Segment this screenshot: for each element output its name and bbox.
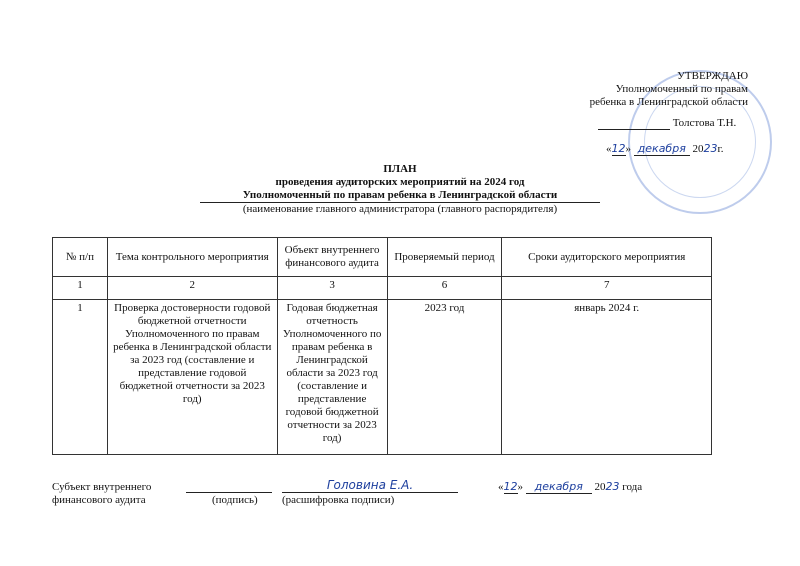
approval-signer: Толстова Т.Н.	[672, 117, 737, 129]
approval-date: «12» декабря 2023г.	[606, 142, 724, 155]
numbering-cell: 1	[53, 277, 108, 300]
footer-date-day: 12	[503, 480, 518, 493]
approval-date-day: 12	[611, 142, 626, 155]
row-num: 1	[53, 300, 108, 455]
footer-subject-line-2: финансового аудита	[52, 494, 146, 506]
approval-signature-line	[598, 116, 748, 130]
numbering-cell: 3	[277, 277, 387, 300]
footer-decode-caption: (расшифровка подписи)	[282, 494, 395, 506]
row-term: январь 2024 г.	[502, 300, 712, 455]
table-row	[53, 300, 712, 455]
approval-date-year-prefix: 20	[692, 143, 704, 155]
header-object: Объект внутреннего финансового аудита	[277, 238, 387, 277]
approval-date-suffix: г.	[717, 143, 724, 155]
title-caption: (наименование главного администратора (главного распорядителя)	[242, 203, 558, 215]
footer-signature-line	[186, 478, 272, 493]
numbering-cell: 6	[387, 277, 502, 300]
title-line-1: ПЛАН	[383, 163, 417, 175]
approval-signature	[598, 116, 670, 130]
approval-block	[590, 70, 748, 109]
footer-date-suffix: года	[622, 481, 643, 493]
row-topic: Проверка достоверности годовой бюджетной отчетности Уполномоченного по правам ребенка в Ленинградской области за 2023 год (составление и представление годовой бюджетной отчетности за 2023 год)	[107, 300, 277, 455]
approval-date-year-suffix: 23	[703, 142, 718, 155]
footer-signature-caption: (подпись)	[212, 494, 258, 506]
footer-date: «12» декабря 2023 года	[498, 480, 643, 493]
title-line-2: проведения аудиторских мероприятий на 2024 год	[275, 176, 525, 188]
footer-subject-line-1: Субъект внутреннего	[52, 481, 152, 493]
table-header-row	[53, 238, 712, 277]
numbering-cell: 7	[502, 277, 712, 300]
header-term: Сроки аудиторского мероприятия	[502, 238, 712, 277]
title-line-3: Уполномоченный по правам ребенка в Ленинградской области	[200, 189, 600, 203]
approval-date-month: декабря	[634, 142, 690, 156]
row-object: Годовая бюджетная отчетность Уполномоченного по правам ребенка в Ленинградской области за 2023 год (составление и представление годовой бюджетной отчетности за 2023 год)	[277, 300, 387, 455]
approval-heading: УТВЕРЖДАЮ	[677, 70, 748, 82]
header-num: № п/п	[53, 238, 108, 277]
approval-position-1: Уполномоченный по правам	[615, 83, 748, 95]
document-title	[0, 163, 800, 216]
plan-table	[52, 237, 712, 455]
numbering-cell: 2	[107, 277, 277, 300]
header-period: Проверяемый период	[387, 238, 502, 277]
footer-date-month: декабря	[526, 480, 592, 494]
header-topic: Тема контрольного мероприятия	[107, 238, 277, 277]
approval-position-2: ребенка в Ленинградской области	[589, 96, 748, 108]
row-period: 2023 год	[387, 300, 502, 455]
table-numbering-row	[53, 277, 712, 300]
footer-date-year-prefix: 20	[594, 481, 606, 493]
footer-date-year-suffix: 23	[605, 480, 620, 493]
footer-subject	[52, 481, 151, 507]
footer-decode-name: Головина Е.А.	[282, 478, 458, 493]
